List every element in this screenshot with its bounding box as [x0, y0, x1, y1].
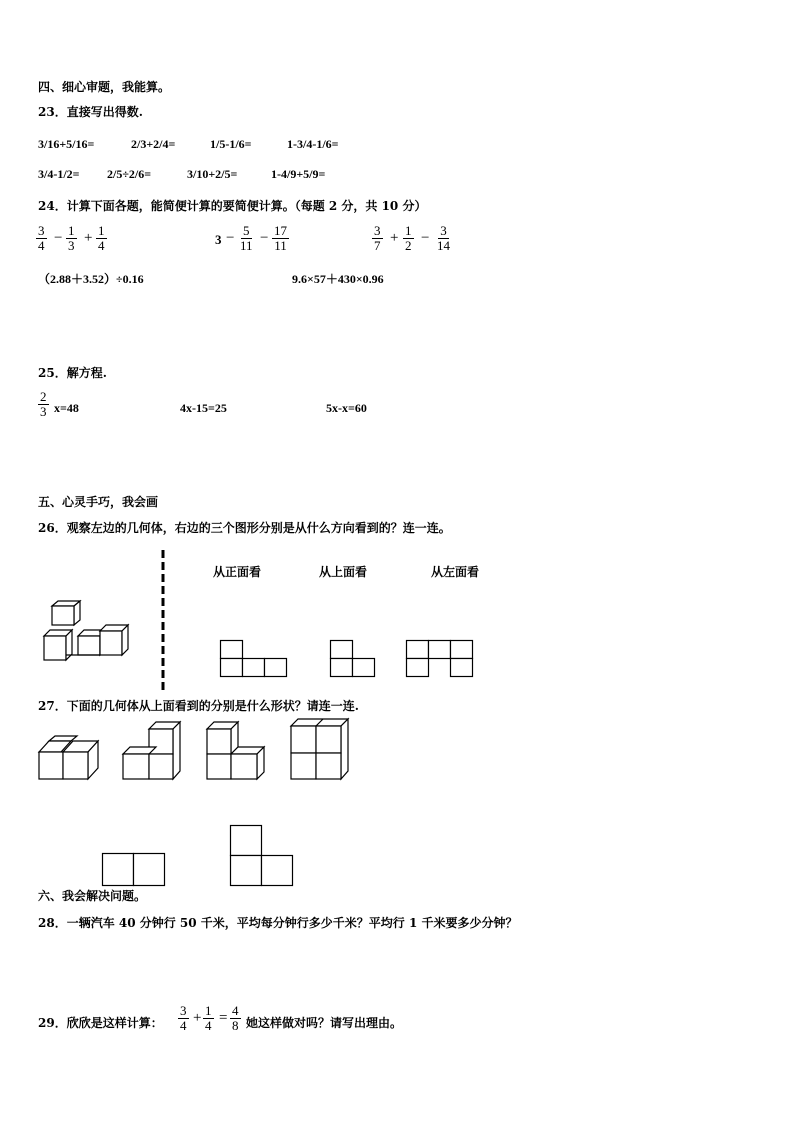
label-front-view: 从正面看: [213, 565, 262, 579]
numerator: 3: [38, 223, 45, 238]
q24-title: 24．计算下面各题，能简便计算的要简便计算。（每题 2 分，共 10 分）: [38, 199, 427, 213]
fraction: [38, 390, 49, 419]
numerator: 1: [68, 223, 75, 238]
q23-item: 1-3/4-1/6=: [287, 137, 339, 151]
operator: −: [226, 230, 235, 246]
q23-item: 2/3+2/4=: [131, 137, 176, 151]
numerator: 4: [232, 1003, 239, 1018]
q25-eq3: 5x-x=60: [326, 401, 367, 415]
denominator: 4: [205, 1018, 212, 1033]
fraction: [178, 1004, 189, 1033]
q23-item: 3/10+2/5=: [187, 167, 238, 181]
operator: +: [390, 230, 399, 246]
denominator: 8: [232, 1018, 239, 1033]
q24-expr5: 9.6×57＋430×0.96: [292, 272, 384, 286]
q27-shape-two-squares: [102, 853, 166, 887]
operator: −: [260, 230, 269, 246]
operator: −: [54, 230, 63, 246]
q26-solid-figure: [40, 600, 144, 664]
q29-prefix: 29．欣欣是这样计算：: [38, 1016, 163, 1030]
q23-item: 1-4/9+5/9=: [271, 167, 326, 181]
q27-solid-2: [122, 720, 184, 784]
label-top-view: 从上面看: [319, 565, 368, 579]
section-5-title: 五、心灵手巧，我会画: [38, 495, 159, 509]
q25-title: 25．解方程.: [38, 366, 107, 380]
dashed-divider: [160, 550, 166, 690]
denominator: 11: [240, 238, 253, 253]
q27-solid-1: [38, 738, 102, 784]
denominator: 2: [405, 238, 412, 253]
q23-item: 3/16+5/16=: [38, 137, 95, 151]
equals-sign: =: [219, 1010, 228, 1026]
fraction: [203, 1004, 214, 1033]
q26-title: 26．观察左边的几何体，右边的三个图形分别是从什么方向看到的？连一连。: [38, 521, 451, 535]
denominator: 14: [437, 238, 450, 253]
q23-title: 23．直接写出得数.: [38, 105, 143, 119]
section-4-title: 四、细心审题，我能算。: [38, 80, 171, 94]
lead-number: 3: [215, 232, 222, 247]
numerator: 3: [374, 223, 381, 238]
q23-item: 1/5-1/6=: [210, 137, 252, 151]
numerator: 17: [274, 223, 287, 238]
fraction: [272, 224, 289, 253]
q27-shape-l: [230, 825, 294, 887]
denominator: 4: [38, 238, 45, 253]
q27-title: 27．下面的几何体从上面看到的分别是什么形状？请连一连.: [38, 699, 359, 713]
fraction: [403, 224, 414, 253]
q28-title: 28．一辆汽车 40 分钟行 50 千米，平均每分钟行多少千米？平均行 1 千米要多少分钟？: [38, 916, 518, 930]
fraction: [230, 1004, 241, 1033]
fraction: [36, 224, 47, 253]
q27-solid-4: [290, 717, 352, 783]
section-6-title: 六、我会解决问题。: [38, 889, 147, 903]
denominator: 4: [180, 1018, 187, 1033]
q29-suffix: 她这样做对吗？请写出理由。: [246, 1016, 403, 1030]
numerator: 3: [440, 223, 447, 238]
fraction: [66, 224, 77, 253]
numerator: 1: [98, 223, 105, 238]
q25-eq2: 4x-15=25: [180, 401, 227, 415]
numerator: 5: [243, 223, 250, 238]
q27-solid-3: [206, 720, 268, 784]
fraction: [435, 224, 452, 253]
denominator: 3: [68, 238, 75, 253]
q23-item: 3/4-1/2=: [38, 167, 80, 181]
numerator: 1: [405, 223, 412, 238]
fraction: [96, 224, 107, 253]
q25-eq1: x=48: [54, 401, 79, 415]
fraction: [238, 224, 255, 253]
numerator: 2: [40, 389, 47, 404]
view-shape-2: [330, 640, 376, 678]
q24-expr4: （2.88＋3.52）÷0.16: [38, 272, 144, 286]
operator: +: [193, 1010, 202, 1026]
view-shape-3: [406, 640, 474, 678]
fraction: [372, 224, 383, 253]
denominator: 3: [40, 404, 47, 419]
numerator: 1: [205, 1003, 212, 1018]
denominator: 11: [274, 238, 287, 253]
numerator: 3: [180, 1003, 187, 1018]
denominator: 7: [374, 238, 381, 253]
q23-item: 2/5÷2/6=: [107, 167, 152, 181]
view-shape-1: [220, 640, 288, 678]
label-left-view: 从左面看: [431, 565, 480, 579]
operator: −: [421, 230, 430, 246]
denominator: 4: [98, 238, 105, 253]
operator: +: [84, 230, 93, 246]
